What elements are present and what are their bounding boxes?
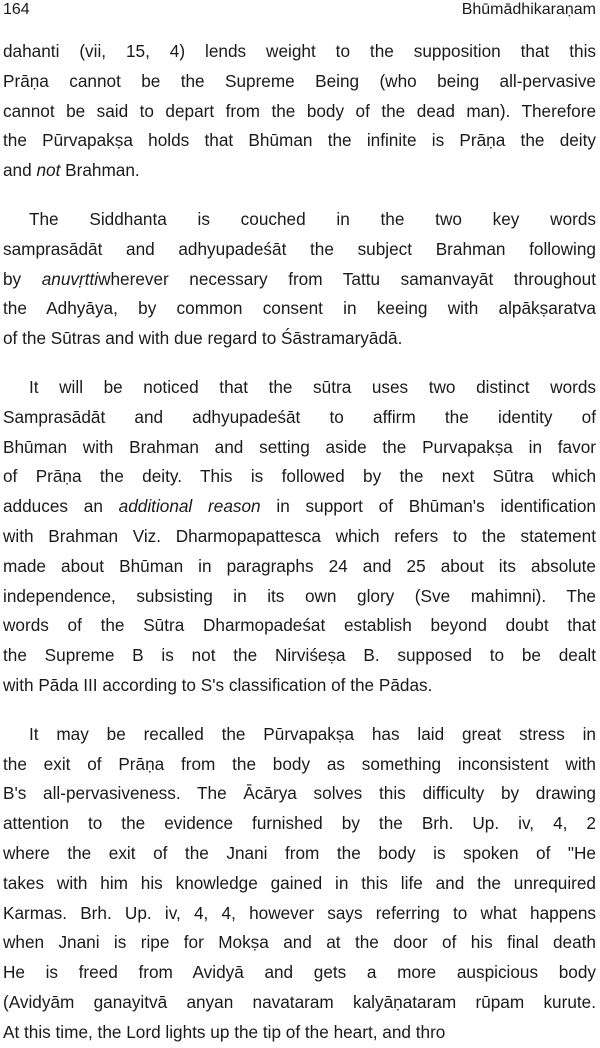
text-line: by anuvṛttiwherever necessary from Tattu samanvayāt throughout xyxy=(3,268,596,289)
text-line: It may be recalled the Pūrvapakṣa has laid great stress in xyxy=(29,723,596,744)
text-line: B's all-pervasiveness. The Ācārya solves this difficulty by drawing xyxy=(3,783,596,804)
page-body xyxy=(3,37,596,1048)
text-line: with Brahman Viz. Dharmopapattesca which refers to the statement xyxy=(3,525,596,546)
text-line: of Prāṇa the deity. This is followed by the next Sūtra which xyxy=(3,466,596,487)
paragraph-1 xyxy=(3,37,596,186)
running-title: Bhūmādhikaraṇam xyxy=(461,1,596,18)
text-line: dahanti (vii, 15, 4) lends weight to the supposition that this xyxy=(3,41,596,61)
paragraph-4 xyxy=(3,720,596,1048)
text-line: the exit of Prāṇa from the body as something inconsistent with xyxy=(3,753,596,774)
text-line: the Supreme B is not the Nirviśeṣa B. supposed to be dealt xyxy=(3,645,596,666)
text-line: cannot be said to depart from the body of the dead man). Therefore xyxy=(3,100,596,121)
text-line: independence, subsisting in its own glory (Sve mahimni). The xyxy=(3,585,596,606)
text-line: where the exit of the Jnani from the body is spoken of "He xyxy=(3,842,596,863)
text-line: Samprasādāt and adhyupadeśāt to affirm the identity of xyxy=(3,406,596,427)
text-line: Prāṇa cannot be the Supreme Being (who being all-pervasive xyxy=(3,70,596,91)
text-line: adduces an additional reason in support of Bhūman's identification xyxy=(3,496,596,517)
text-line: when Jnani is ripe for Mokṣa and at the door of his final death xyxy=(3,932,596,953)
text-line: made about Bhūman in paragraphs 24 and 25 about its absolute xyxy=(3,555,596,576)
text-line: (Avidyām ganayitvā anyan navataram kalyāṇataram rūpam kurute. xyxy=(3,991,596,1012)
text-line: samprasādāt and adhyupadeśāt the subject Brahman following xyxy=(3,238,596,259)
text-line: and not Brahman. xyxy=(3,160,140,181)
text-line: Karmas. Brh. Up. iv, 4, 4, however says referring to what happens xyxy=(3,902,596,923)
page-number: 164 xyxy=(3,1,30,18)
running-header xyxy=(3,0,596,31)
text-line: Bhūman with Brahman and setting aside the Purvapakṣa in favor xyxy=(3,436,596,457)
text-line: the Adhyāya, by common consent in keeing with alpākṣaratva xyxy=(3,298,596,319)
text-line: takes with him his knowledge gained in this life and the unrequired xyxy=(3,872,596,893)
paragraph-3 xyxy=(3,373,596,701)
text-line: the Pūrvapakṣa holds that Bhūman the infinite is Prāṇa the deity xyxy=(3,130,596,151)
text-line: of the Sūtras and with due regard to Śāstramaryādā. xyxy=(3,328,403,349)
text-line: He is freed from Avidyā and gets a more auspicious body xyxy=(3,962,596,983)
paragraph-2 xyxy=(3,205,596,354)
text-line: The Siddhanta is couched in the two key words xyxy=(29,208,596,229)
text-line: At this time, the Lord lights up the tip of the heart, and thro xyxy=(3,1021,446,1042)
text-line: with Pāda III according to S's classification of the Pādas. xyxy=(3,674,433,695)
text-line: It will be noticed that the sūtra uses two distinct words xyxy=(29,376,596,397)
text-line: attention to the evidence furnished by the Brh. Up. iv, 4, 2 xyxy=(3,813,596,834)
text-line: words of the Sūtra Dharmopadeśat establish beyond doubt that xyxy=(3,615,596,636)
